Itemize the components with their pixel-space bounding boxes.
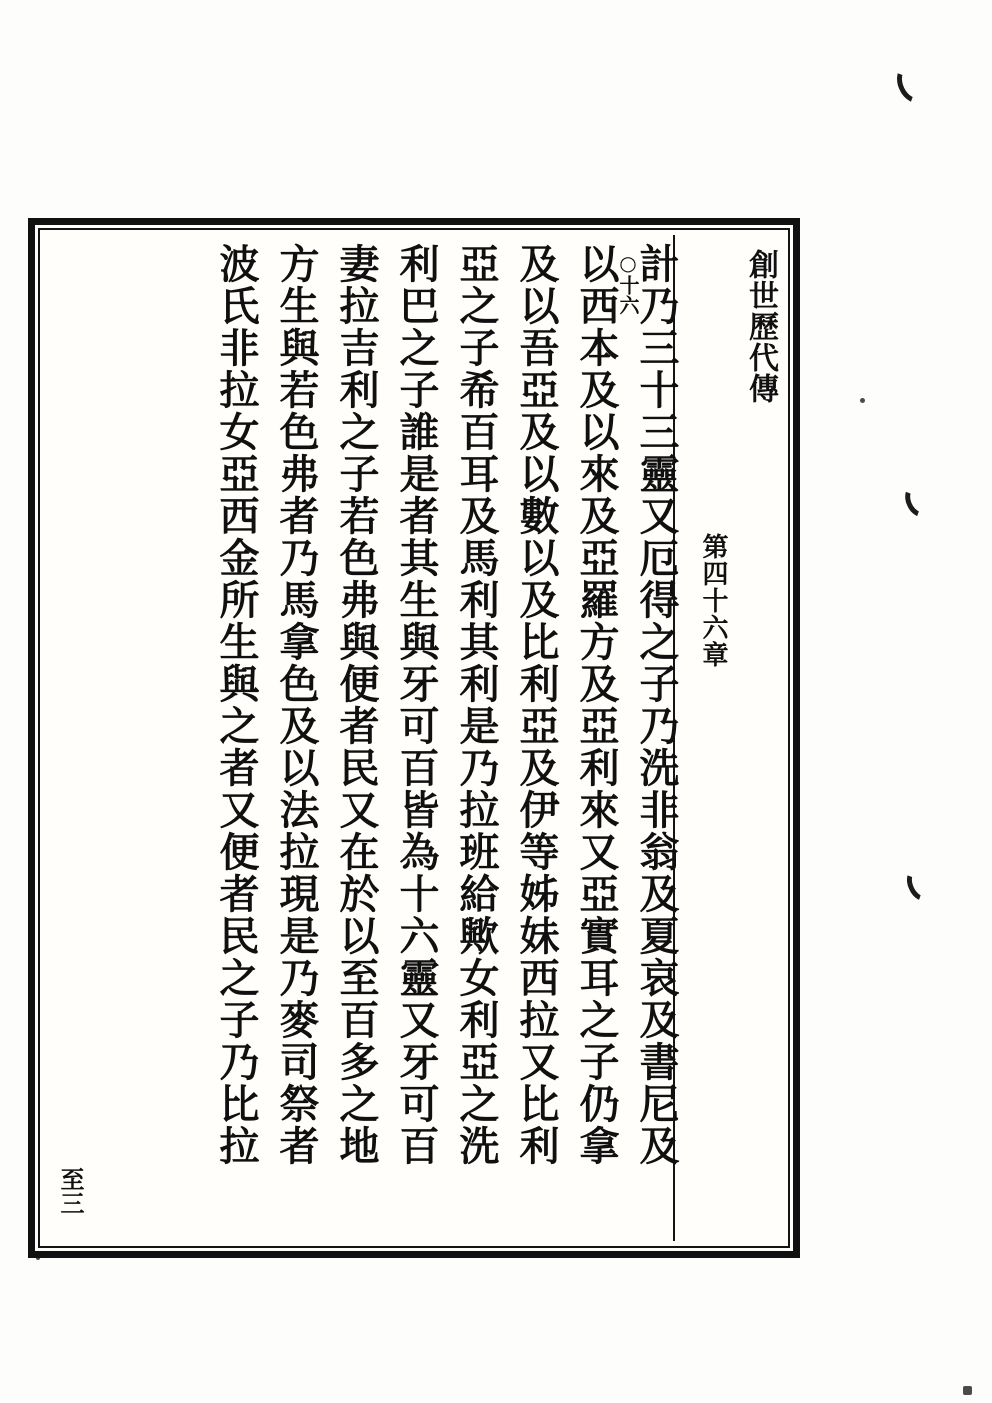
margin-column [729, 239, 779, 404]
woodblock-frame [28, 218, 800, 1258]
folio-head-mark: ○十六 [616, 251, 640, 315]
column-text: 波氏非拉女亞西金所生與之者又便者民之子乃比拉 [213, 243, 260, 1167]
text-column-6 [319, 239, 379, 1167]
text-column-3 [499, 239, 559, 1167]
margin-chapter-column [679, 239, 729, 668]
scan-artifact-crescent-mid [900, 478, 941, 522]
chapter-label: 第四十六章 [698, 533, 728, 668]
text-column-4 [439, 239, 499, 1167]
column-text: 及以吾亞及以數以及比利亞及伊等姊妹西拉又比利 [513, 243, 560, 1167]
scan-speck [963, 1386, 972, 1395]
text-column-2 [559, 239, 619, 1167]
scan-artifact-crescent-low [902, 862, 941, 906]
column-text: 利巴之子誰是者其生與牙可百皆為十六靈又牙可百 [393, 243, 440, 1167]
folio-number: 至三 [56, 1167, 85, 1215]
column-text: 以西本及以來及亞羅方及亞利來又亞實耳之子仍拿 [573, 243, 620, 1167]
column-text: 妻拉吉利之子若色弗與便者民又在於以至百多之地 [333, 243, 380, 1167]
column-text: 方生與若色弗者乃馬拿色及以法拉現是乃麥司祭者 [273, 243, 320, 1167]
book-title: 創世歷代傳 [743, 249, 778, 404]
scan-speck [860, 398, 865, 403]
text-columns [49, 239, 779, 1237]
text-column-8 [199, 239, 259, 1167]
text-column-7 [259, 239, 319, 1167]
scan-artifact-crescent-top [891, 57, 938, 109]
column-text: 亞之子希百耳及馬利其利是乃拉班給歟女利亞之洗 [453, 243, 500, 1167]
text-column-1 [619, 239, 679, 1167]
text-column-5 [379, 239, 439, 1167]
column-text: 計乃三十三靈又厄得之子乃洗非翁及夏哀及書尼及 [633, 243, 680, 1167]
